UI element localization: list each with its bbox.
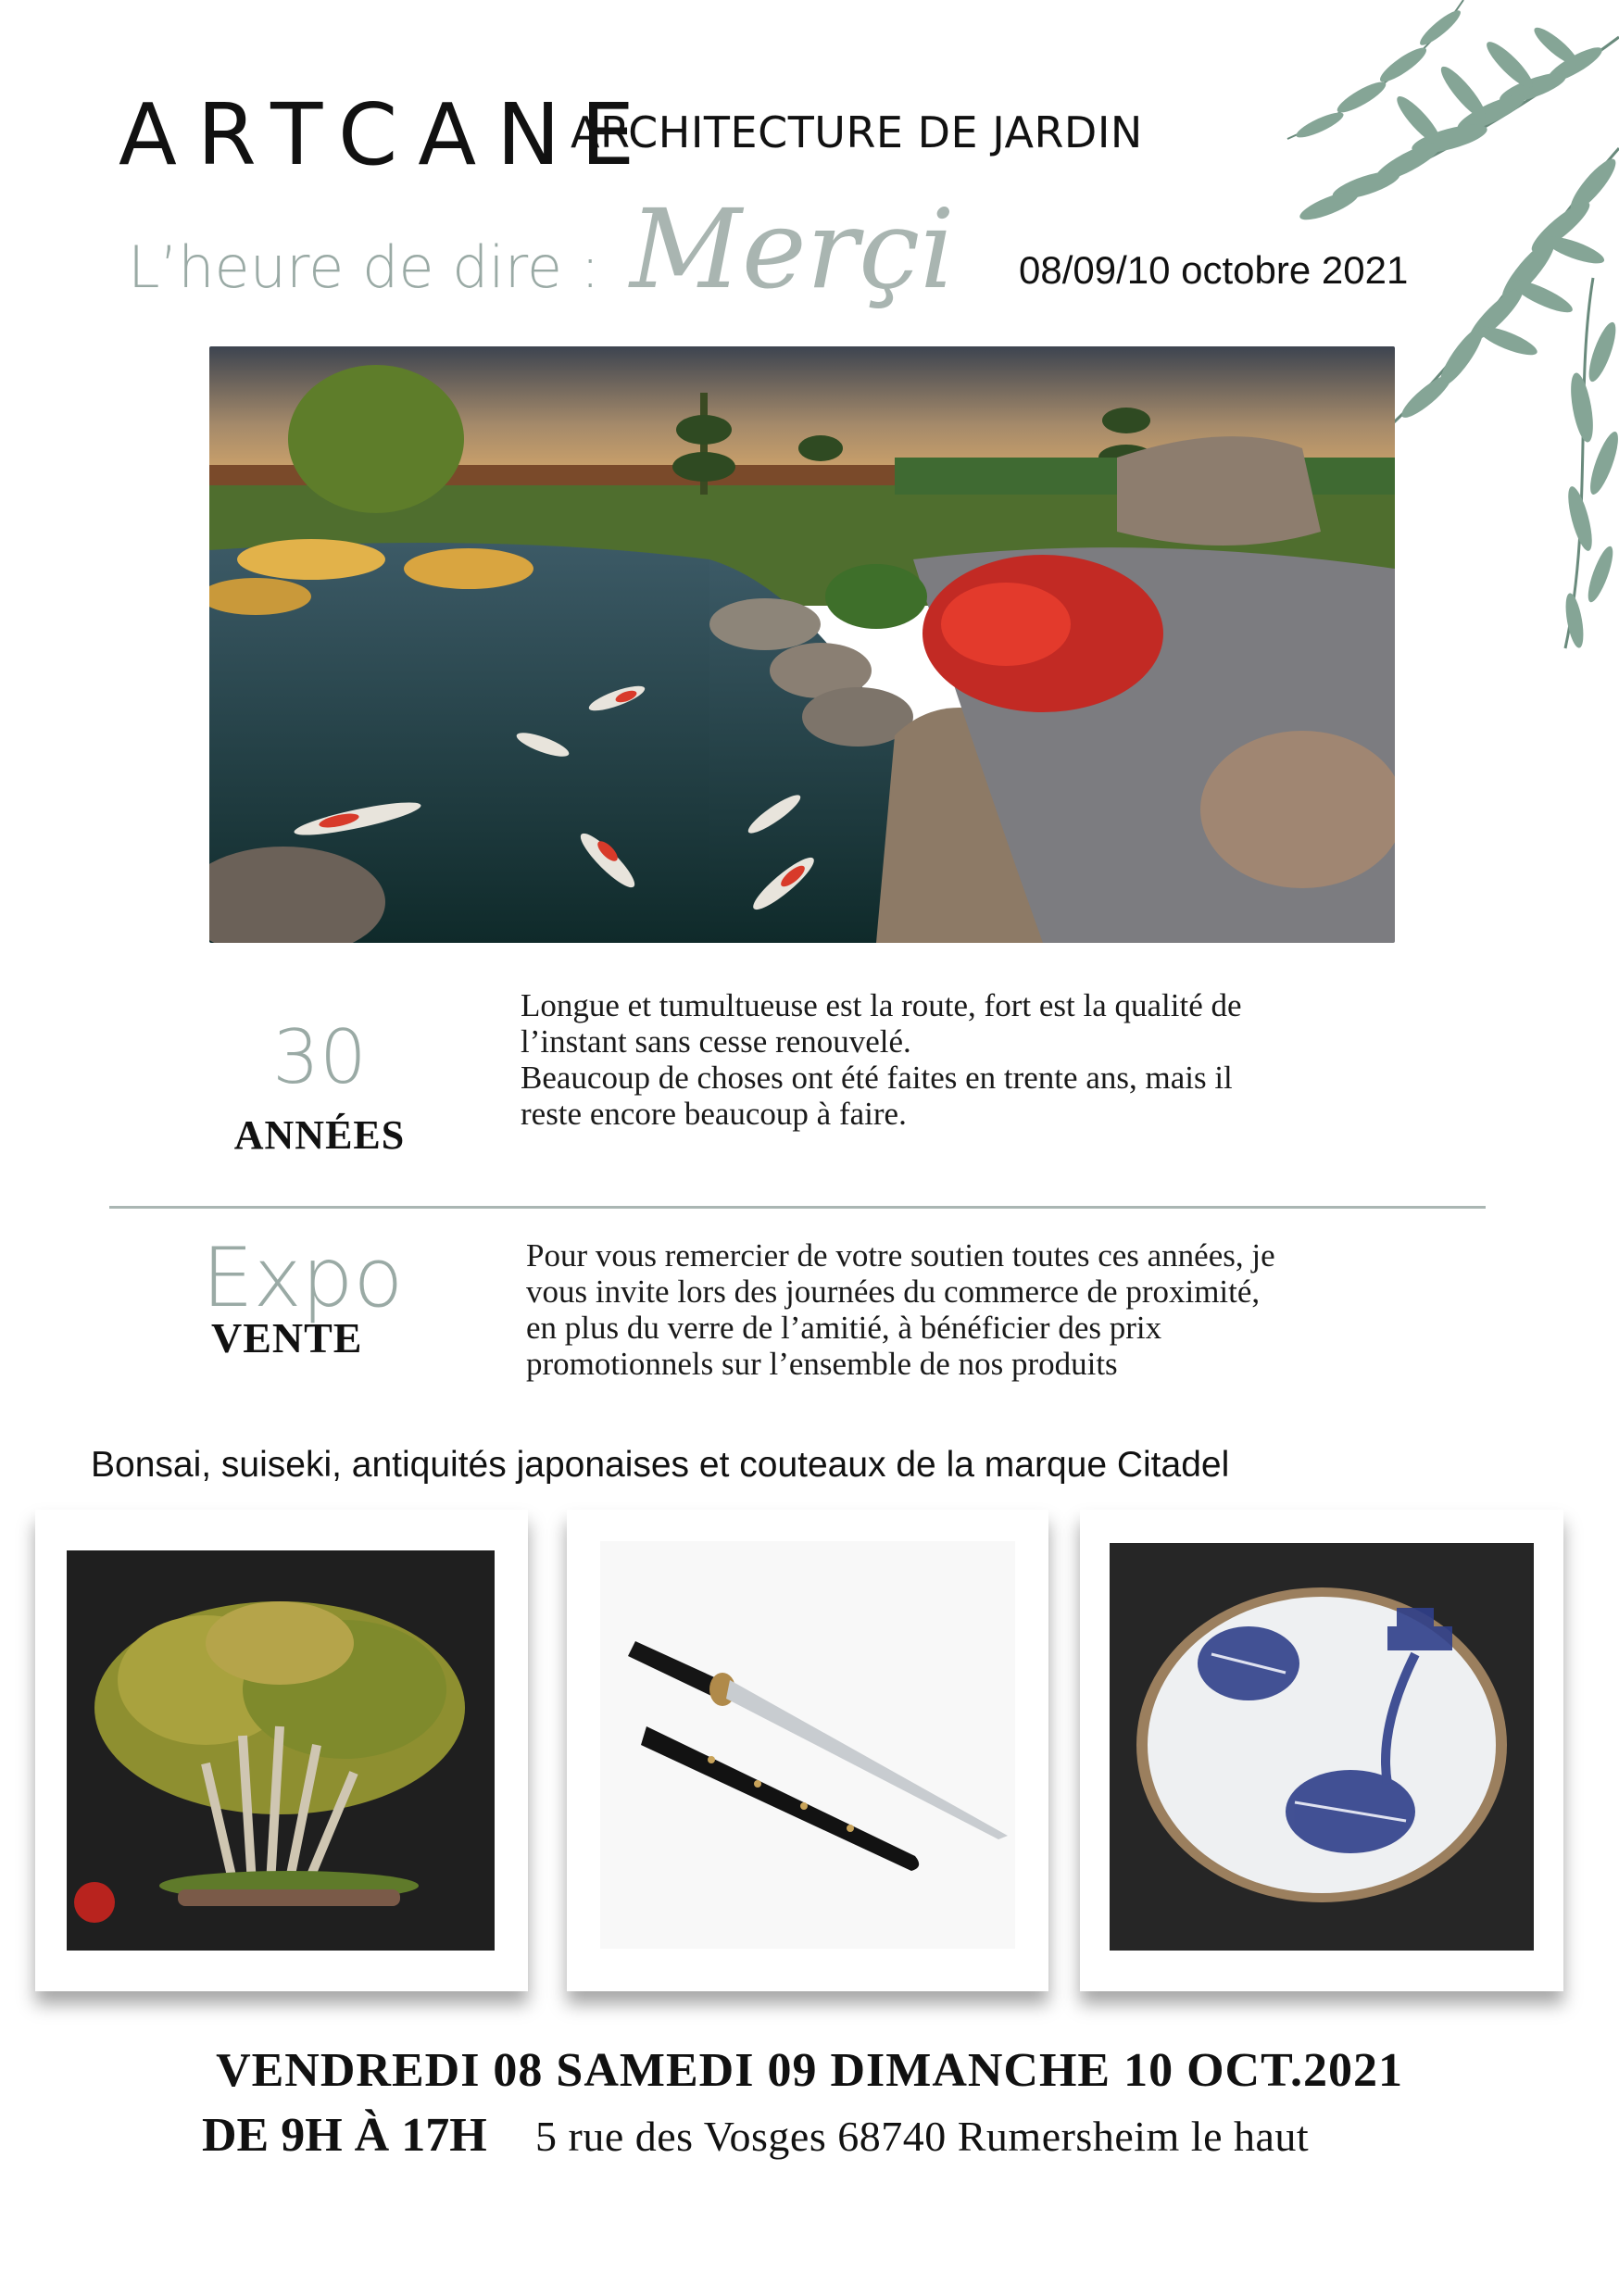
brand-name: ARTCANE <box>119 85 656 184</box>
bonsai-photo-card <box>35 1510 528 1991</box>
bonsai-photo <box>67 1550 495 1951</box>
event-address: 5 rue des Vosges 68740 Rumersheim le haut <box>535 2113 1310 2160</box>
knife-photo-card <box>567 1510 1048 1991</box>
years-label: ANNÉES <box>233 1112 406 1158</box>
years-paragraph <box>521 987 1410 1132</box>
years-line: reste encore beaucoup à faire. <box>521 1096 907 1132</box>
knife-photo <box>600 1541 1015 1949</box>
tagline: L’heure de dire : <box>128 233 600 301</box>
expo-line: en plus du verre de l’amitié, à bénéficier des prix <box>526 1310 1162 1346</box>
bowl-photo-card <box>1080 1510 1563 1991</box>
expo-paragraph <box>526 1237 1434 1382</box>
section-divider <box>109 1206 1486 1209</box>
event-days: VENDREDI 08 SAMEDI 09 DIMANCHE 10 OCT.2021 <box>216 2044 1403 2097</box>
hero-garden-photo <box>209 346 1395 943</box>
event-hours: DE 9H À 17H <box>202 2109 487 2162</box>
expo-label: VENTE <box>211 1314 363 1361</box>
expo-title: Expo <box>202 1230 404 1325</box>
expo-line: promotionnels sur l’ensemble de nos produits <box>526 1346 1118 1382</box>
years-line: Beaucoup de choses ont été faites en trente ans, mais il <box>521 1060 1233 1096</box>
expo-line: vous invite lors des journées du commerce de proximité, <box>526 1273 1261 1310</box>
years-number: 30 <box>272 1014 367 1100</box>
bowl-photo <box>1110 1543 1534 1951</box>
brand-subtitle: ARCHITECTURE DE JARDIN <box>571 107 1143 157</box>
products-line: Bonsai, suiseki, antiquités japonaises et couteaux de la marque Citadel <box>91 1445 1230 1485</box>
expo-line: Pour vous remercier de votre soutien toutes ces années, je <box>526 1237 1275 1273</box>
tagline-script: Merçi <box>630 185 955 313</box>
years-line: l’instant sans cesse renouvelé. <box>521 1023 911 1060</box>
years-line: Longue et tumultueuse est la route, fort est la qualité de <box>521 987 1242 1023</box>
event-dates: 08/09/10 octobre 2021 <box>1019 248 1409 292</box>
